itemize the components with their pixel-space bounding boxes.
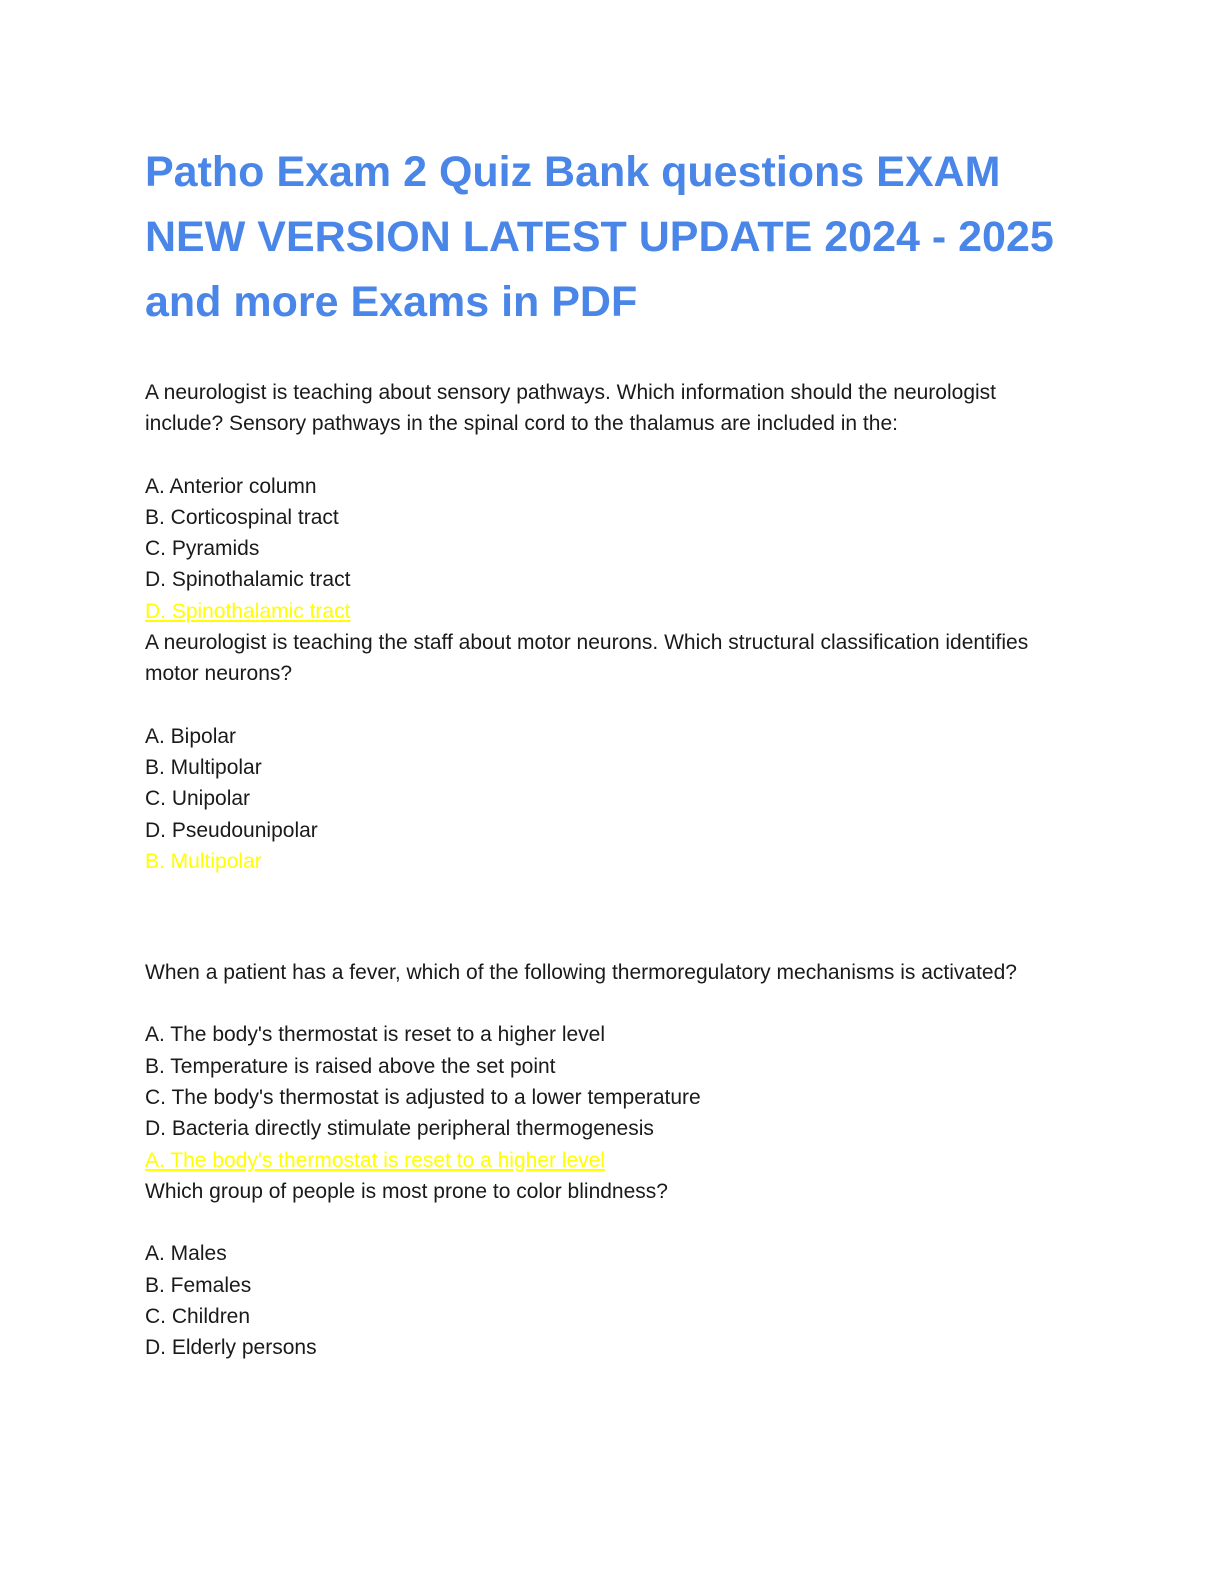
question-4 [145, 1176, 1065, 1363]
question-3 [145, 957, 1065, 1176]
options-list [145, 1019, 1065, 1144]
option-a: A. The body's thermostat is reset to a higher level [145, 1023, 606, 1047]
option-b: B. Females [145, 1273, 252, 1297]
answer-link[interactable]: A. The body's thermostat is reset to a higher level [145, 1148, 606, 1172]
document-title: Patho Exam 2 Quiz Bank questions EXAM NEW VERSION LATEST UPDATE 2024 - 2025 and more Exams in PDF [145, 148, 1054, 326]
options-list [145, 721, 1065, 846]
options-list [145, 1238, 1065, 1363]
question-text: A neurologist is teaching the staff about motor neurons. Which structural classification identifies motor neurons? [145, 631, 1029, 686]
answer-link[interactable]: D. Spinothalamic tract [145, 599, 351, 623]
document-page [145, 140, 1065, 1363]
option-a: A. Anterior column [145, 474, 317, 498]
option-a: A. Males [145, 1242, 227, 1266]
option-d: D. Pseudounipolar [145, 818, 318, 842]
option-b: B. Multipolar [145, 755, 262, 779]
option-a: A. Bipolar [145, 724, 237, 748]
option-c: C. Unipolar [145, 787, 251, 811]
option-b: B. Temperature is raised above the set point [145, 1054, 556, 1078]
question-text: A neurologist is teaching about sensory pathways. Which information should the neurologist include? Sensory pathways in the spinal cord to the thalamus are included in the: [145, 381, 996, 436]
option-d: D. Spinothalamic tract [145, 568, 351, 592]
question-text: When a patient has a fever, which of the following thermoregulatory mechanisms is activated? [145, 961, 1017, 985]
question-1 [145, 377, 1065, 627]
option-c: C. Pyramids [145, 537, 260, 561]
answer-text: B. Multipolar [145, 849, 262, 873]
option-b: B. Corticospinal tract [145, 505, 339, 529]
option-d: D. Bacteria directly stimulate peripheral thermogenesis [145, 1117, 654, 1141]
question-2 [145, 627, 1065, 877]
option-c: C. Children [145, 1304, 251, 1328]
question-text: Which group of people is most prone to color blindness? [145, 1179, 668, 1203]
options-list [145, 471, 1065, 596]
option-d: D. Elderly persons [145, 1336, 317, 1360]
option-c: C. The body's thermostat is adjusted to a lower temperature [145, 1086, 701, 1110]
